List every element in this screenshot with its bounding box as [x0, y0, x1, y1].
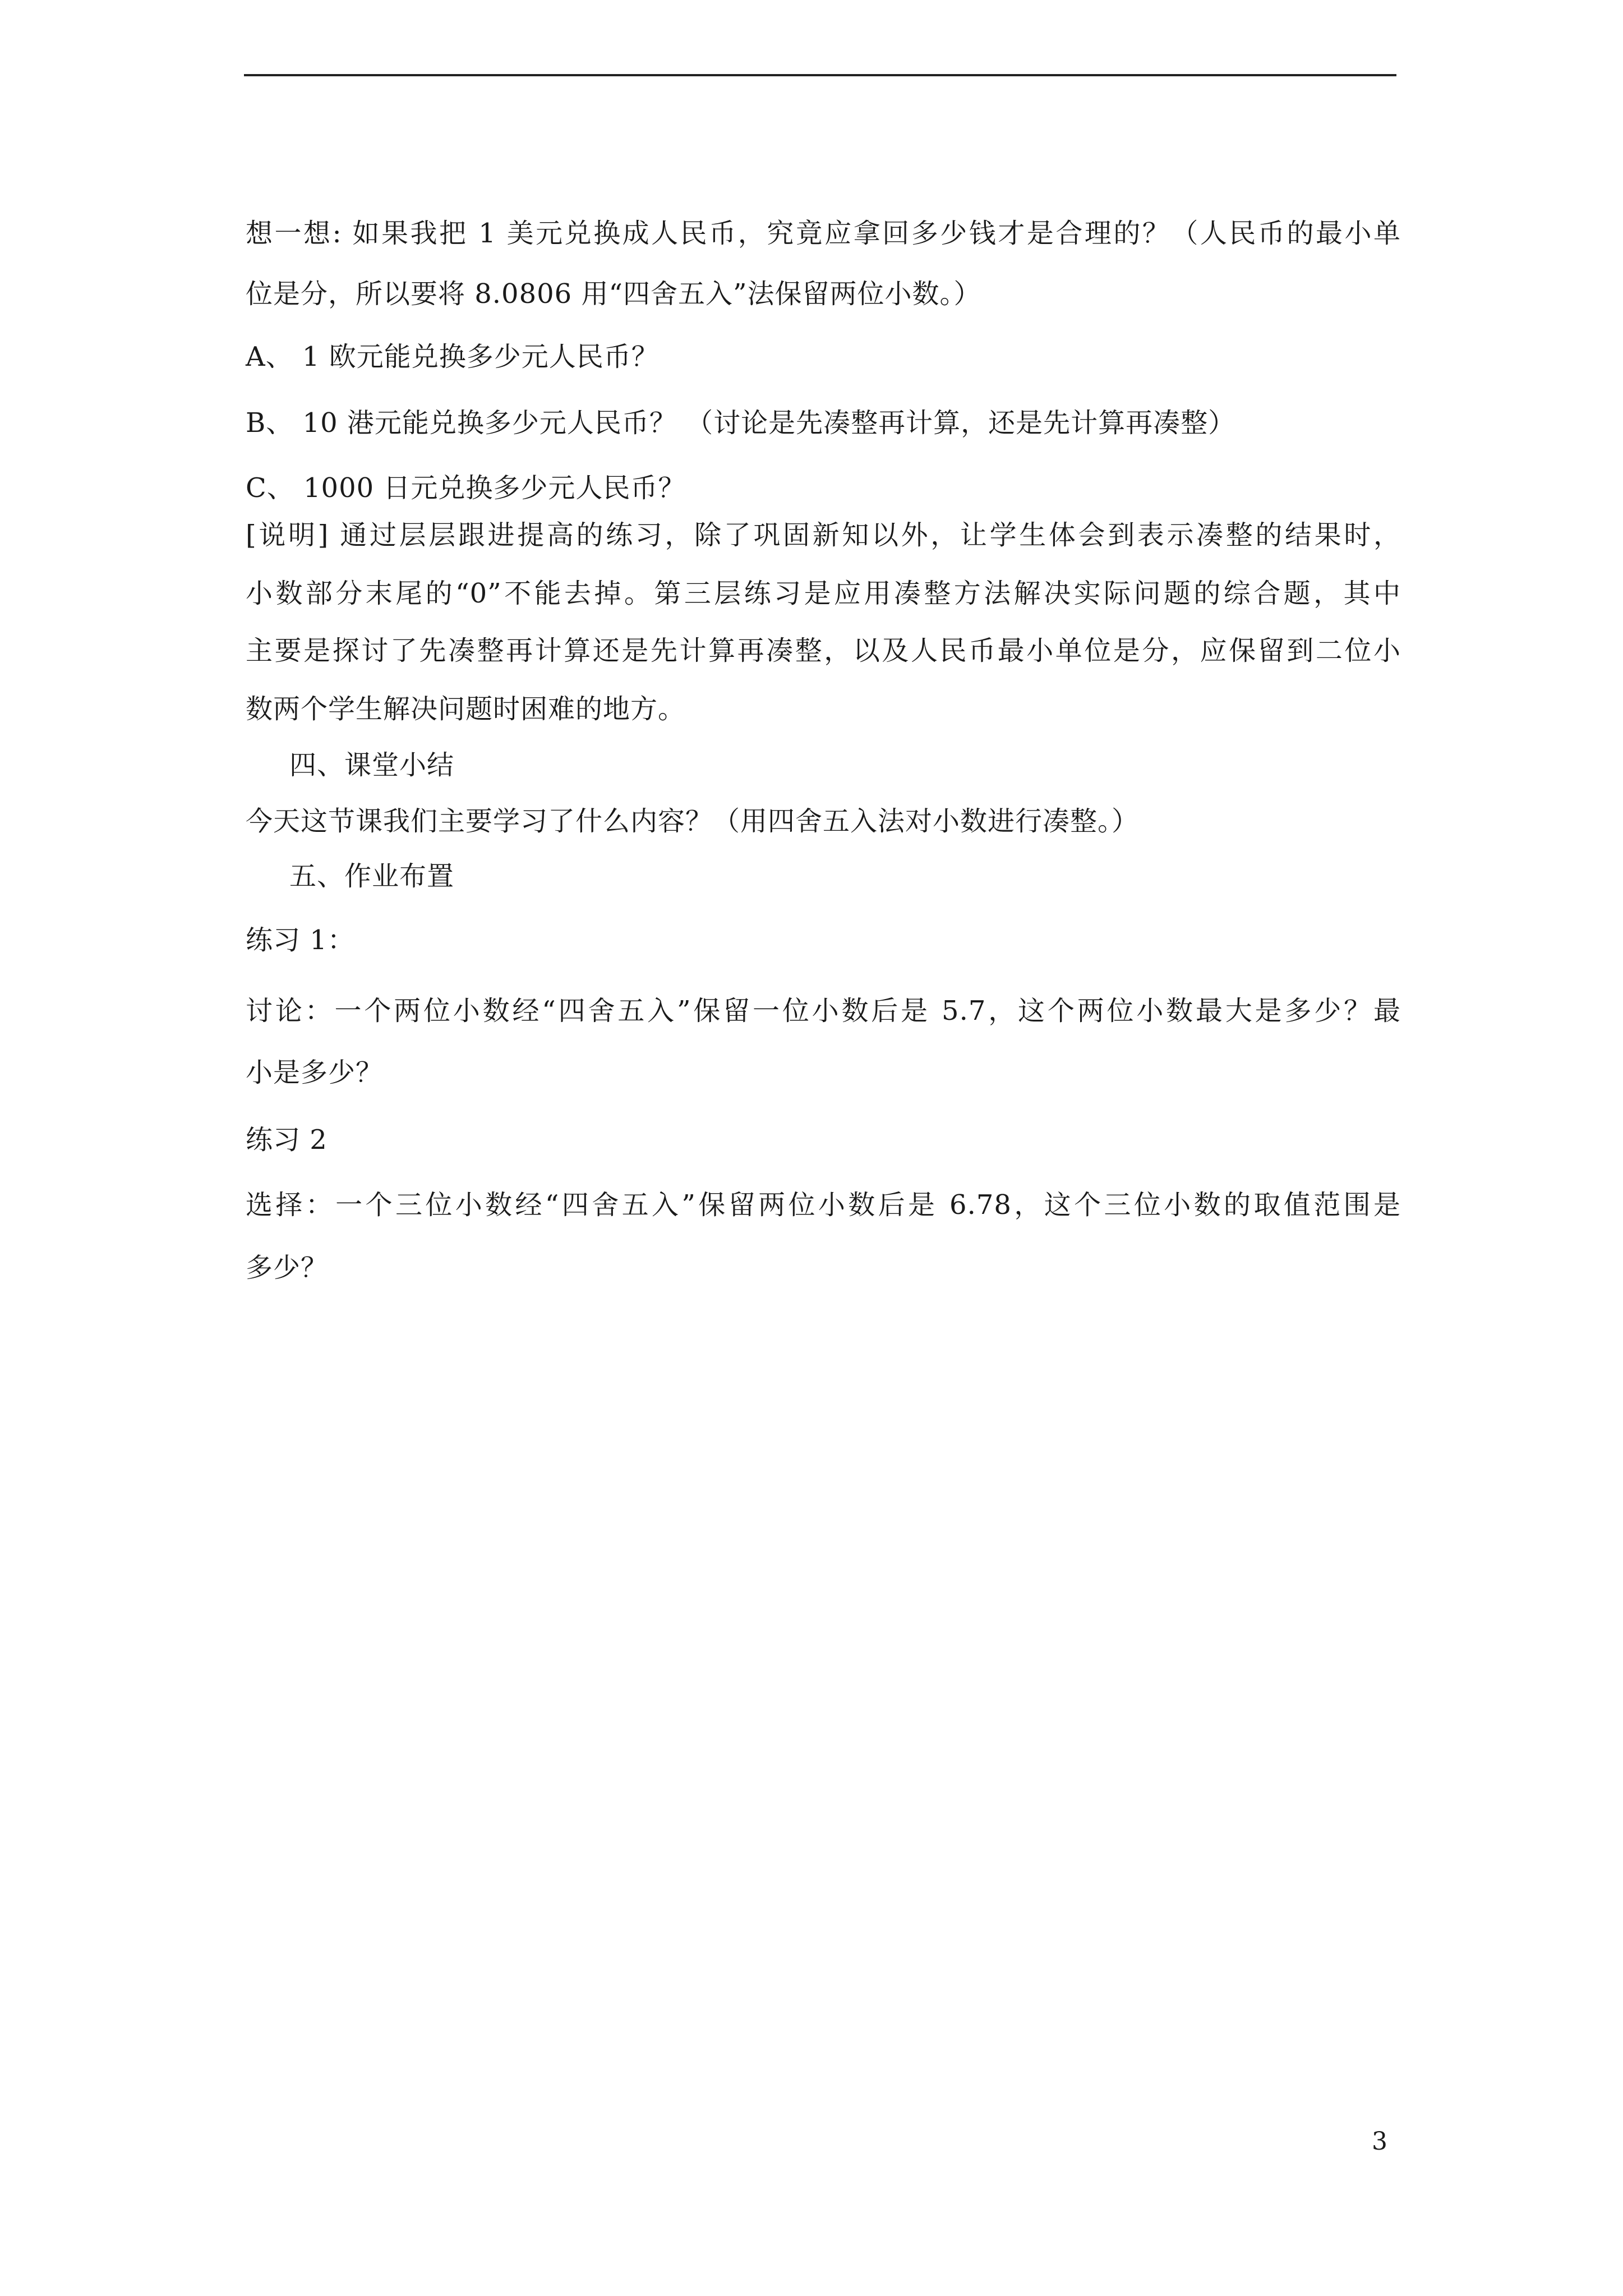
question-c: C、 1000 日元兑换多少元人民币？ [246, 472, 686, 504]
explanation-line-2: 小数部分末尾的“0”不能去掉。第三层练习是应用凑整方法解决实际问题的综合题，其中 [246, 578, 1401, 609]
exercise-2-line-1: 选择：一个三位小数经“四舍五入”保留两位小数后是 6.78，这个三位小数的取值范围是 [246, 1189, 1401, 1221]
explanation-line-1: [说明] 通过层层跟进提高的练习，除了巩固新知以外，让学生体会到表示凑整的结果时， [246, 519, 1401, 551]
think-question-line-2: 位是分，所以要将 8.0806 用“四舍五入”法保留两位小数。） [246, 278, 981, 310]
exercise-1-line-2: 小是多少？ [246, 1057, 384, 1088]
explanation-line-4: 数两个学生解决问题时困难的地方。 [246, 693, 686, 725]
exercise-2-line-2: 多少？ [246, 1252, 329, 1283]
header-rule [244, 74, 1396, 76]
exercise-1-line-1: 讨论：一个两位小数经“四舍五入”保留一位小数后是 5.7，这个两位小数最大是多少？最 [246, 995, 1401, 1027]
explanation-line-3: 主要是探讨了先凑整再计算还是先计算再凑整，以及人民币最小单位是分，应保留到二位小 [246, 635, 1401, 666]
exercise-2-label: 练习 2 [246, 1124, 328, 1156]
question-b: B、 10 港元能兑换多少元人民币？ （讨论是先凑整再计算，还是先计算再凑整） [246, 407, 1236, 439]
question-a: A、 1 欧元能兑换多少元人民币？ [246, 341, 659, 372]
summary-text: 今天这节课我们主要学习了什么内容？（用四舍五入法对小数进行凑整。） [246, 806, 1140, 837]
section-heading-summary: 四、课堂小结 [289, 749, 455, 781]
think-question-line-1: 想一想: 如果我把 1 美元兑换成人民币，究竟应拿回多少钱才是合理的？（人民币的最小单 [246, 218, 1401, 249]
exercise-1-label: 练习 1： [246, 924, 355, 956]
section-heading-homework: 五、作业布置 [289, 861, 455, 892]
page-number: 3 [1372, 2127, 1387, 2156]
